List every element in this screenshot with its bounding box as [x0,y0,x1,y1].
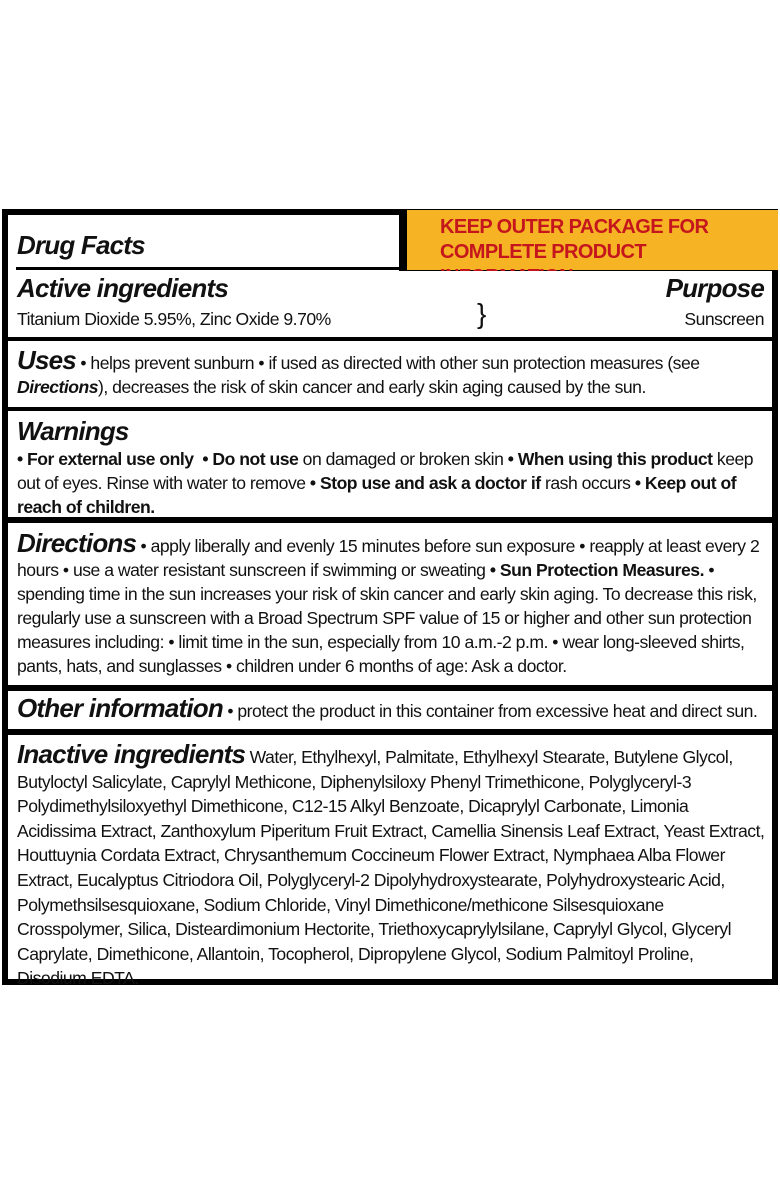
warning-when-using: • When using this product [507,449,713,469]
purpose-heading: Purpose [665,273,764,303]
directions-section [8,523,772,685]
active-ingredients-list: Titanium Dioxide 5.95%, Zinc Oxide 9.70% [17,309,331,329]
uses-section [8,341,772,407]
warning-stop-use-text: rash occurs [540,473,635,493]
outer-package-banner [407,210,778,270]
other-information-heading: Other information [17,693,223,723]
purpose-value: Sunscreen [684,309,764,329]
uses-text-1: • helps prevent sunburn • if used as directed with other sun protection measures (see [80,353,700,373]
drug-facts-label [2,209,778,989]
inactive-ingredients-heading: Inactive ingredients [17,739,246,769]
banner-line-1: KEEP OUTER PACKAGE FOR [440,216,709,238]
warnings-section [8,411,772,517]
title-panel [8,215,399,271]
warning-when-using-text: keep out of eyes. Rinse with water to remove [17,449,754,493]
uses-directions-ref: Directions [17,377,99,397]
warning-stop-use: • Stop use and ask a doctor if [309,473,541,493]
inactive-ingredients-section [8,735,772,989]
uses-heading: Uses [17,345,76,375]
warning-do-not-use-text: on damaged or broken skin [298,449,508,469]
warnings-heading: Warnings [17,416,129,446]
directions-text-2: • spending time in the sun increases your risk of skin cancer and early skin aging. To decrease this risk, regularly use a sunscreen with a Broad Spectrum SPF value of 15 or higher and other sun protection measures including: • limit time in the sun, especially from 10 a.m.-2 p.m. • wear long-sleeved shirts, pants, hats, and sunglasses • children under 6 months of age: Ask a doctor. [17,560,757,676]
title-underline [16,267,399,270]
sun-protection-measures: • Sun Protection Measures. [489,560,704,580]
warning-external-use: • For external use only [17,449,194,469]
inactive-ingredients-list: Water, Ethylhexyl, Palmitate, Ethylhexyl Stearate, Butylene Glycol, Butyloctyl Salicylate, Caprylyl Methicone, Diphenylsiloxy Phenyl Trimethicone, Polyglyceryl-3 Polydimethylsiloxyethyl Dimethicone, C12-15 Alkyl Benzoate, Dicaprylyl Carbonate, Limonia Acidissima Extract, Zanthoxylum Piperitum Fruit Extract, Camellia Sinensis Leaf Extract, Yeast Extract, Houttuynia Cordata Extract, Chrysanthemum Coccineum Flower Extract, Nymphaea Alba Flower Extract, Eucalyptus Citriodora Oil, Polyglyceryl-2 Dipolyhydroxystearate, Polyhydroxystearic Acid, Polymethsilsesquioxane, Sodium Chloride, Vinyl Dimethicone/methicone Silsesquioxane Crosspolymer, Silica, Disteardimonium Hectorite, Triethoxycaprylylsilane, Caprylyl Glycol, Glyceryl Caprylate, Dimethicone, Allantoin, Tocopherol, Dipropylene Glycol, Sodium Palmitoyl Proline, Disodium EDTA. [17,747,765,989]
other-information-text: • protect the product in this container from excessive heat and direct sun. [227,701,758,721]
drug-facts-title: Drug Facts [17,230,145,260]
active-ingredients-section [8,271,772,337]
banner-line-2: COMPLETE PRODUCT [440,241,646,263]
other-information-section [8,691,772,729]
directions-heading: Directions [17,528,137,558]
warning-do-not-use: • Do not use [202,449,299,469]
directions-text-1: • apply liberally and evenly 15 minutes before sun exposure • reapply at least every 2 hours • use a water resistant sunscreen if swimming or sweating [17,536,760,580]
brace-icon: } [477,298,486,329]
active-ingredients-heading: Active ingredients [17,273,228,303]
warning-keep-out-of-reach: • Keep out of reach of children. [17,473,737,517]
uses-text-2: ), decreases the risk of skin cancer and early skin aging caused by the sun. [98,377,646,397]
